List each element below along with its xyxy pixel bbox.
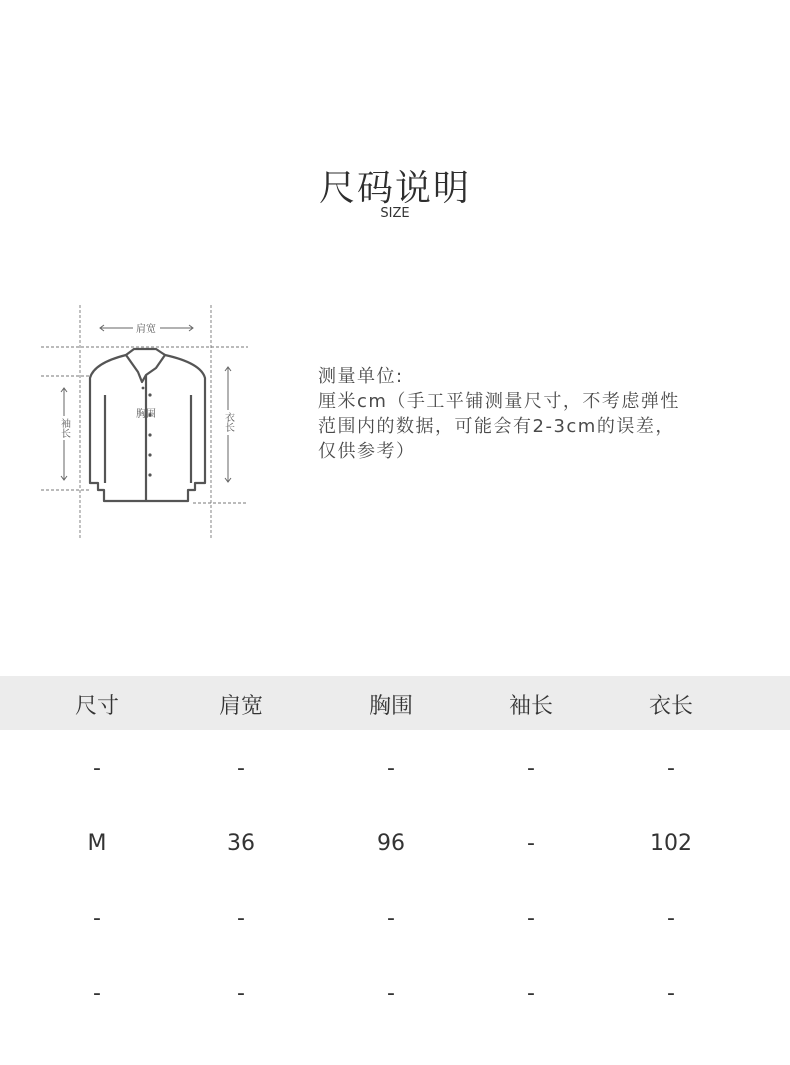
shoulder-label: 肩宽 [136, 324, 156, 335]
length-label: 衣长 [222, 412, 234, 432]
table-row [0, 740, 790, 815]
table-row [0, 815, 790, 890]
table-cell: - [93, 906, 101, 931]
column-header: 胸围 [368, 694, 413, 719]
notes-line: 范围内的数据，可能会有2-3cm的误差， [318, 416, 675, 437]
column-header: 尺寸 [74, 694, 119, 719]
table-cell: - [527, 756, 535, 781]
size-table [0, 676, 790, 1040]
table-cell: M [87, 831, 107, 856]
table-cell: - [93, 756, 101, 781]
table-cell: - [237, 756, 245, 781]
table-cell: - [527, 906, 535, 931]
table-cell: - [667, 906, 675, 931]
table-cell: 96 [377, 831, 405, 856]
column-header: 袖长 [508, 694, 553, 719]
table-cell: 36 [227, 831, 255, 856]
table-cell: - [527, 831, 535, 856]
sleeve-label: 袖长 [58, 418, 70, 438]
table-cell: - [667, 981, 675, 1006]
notes-line: 仅供参考） [318, 441, 416, 462]
notes-line: 测量单位: [318, 366, 404, 387]
table-cell: - [387, 981, 395, 1006]
column-header: 肩宽 [218, 694, 263, 719]
table-cell: - [387, 756, 395, 781]
table-header [0, 676, 790, 730]
table-cell: 102 [650, 831, 692, 856]
table-row [0, 890, 790, 965]
page-subtitle: SIZE [380, 206, 410, 221]
table-cell: - [387, 906, 395, 931]
table-cell: - [93, 981, 101, 1006]
size-diagram [38, 300, 250, 545]
table-cell: - [237, 906, 245, 931]
shirt-icon [38, 300, 250, 545]
notes-line: 厘米cm（手工平铺测量尺寸，不考虑弹性 [318, 391, 680, 412]
table-cell: - [527, 981, 535, 1006]
table-row [0, 965, 790, 1040]
chest-label: 胸围 [136, 409, 156, 420]
column-header: 衣长 [648, 694, 693, 719]
table-cell: - [667, 756, 675, 781]
page-title: 尺码说明 [318, 168, 471, 209]
measurement-notes [318, 364, 758, 464]
table-cell: - [237, 981, 245, 1006]
